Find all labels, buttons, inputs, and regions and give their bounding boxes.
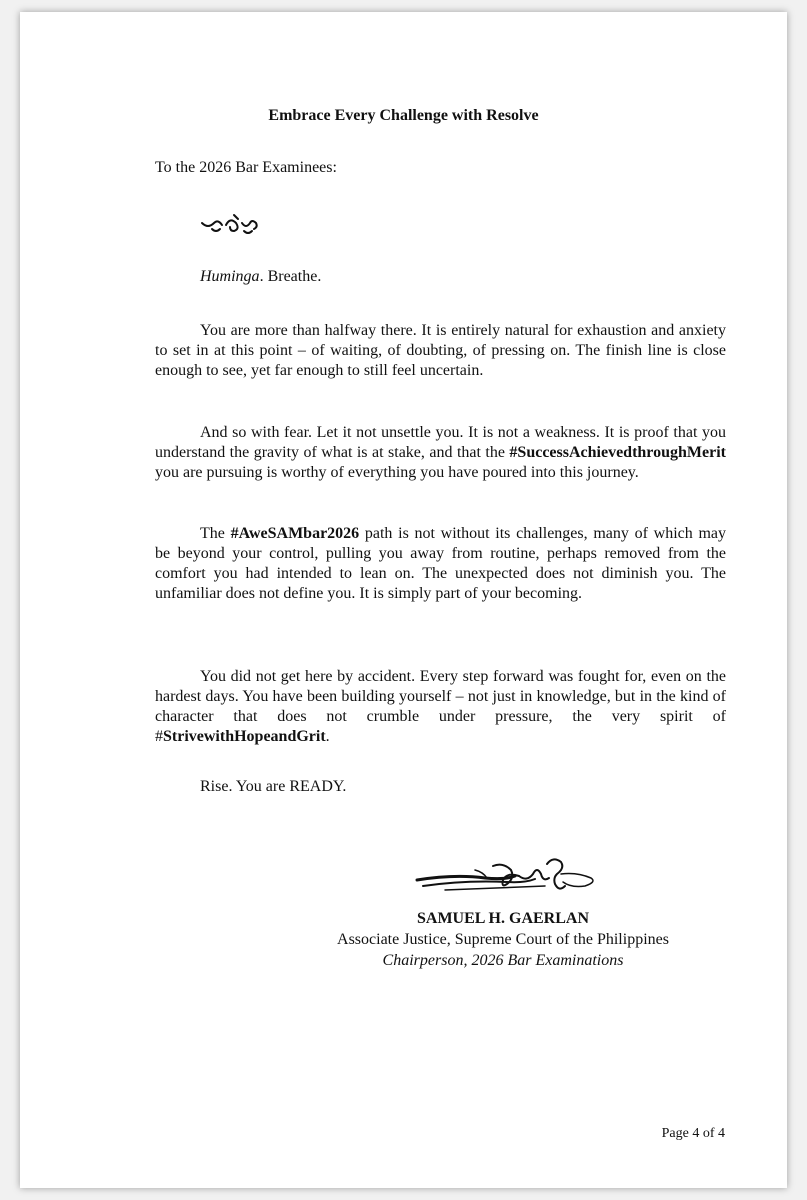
- hashtag-strive-with-hope-and-grit: StrivewithHopeandGrit: [163, 728, 326, 745]
- baybayin-script-glyph: [198, 209, 260, 239]
- hashtag-awesambar2026: #AweSAMbar2026: [230, 525, 360, 542]
- paragraph-4-text-b: .: [325, 728, 330, 745]
- paragraph-2-text-b: you are pursuing is worthy of everything you have poured into this journey.: [155, 464, 639, 481]
- signatory-name: SAMUEL H. GAERLAN: [416, 910, 590, 927]
- paragraph-3-text-b: path is not without its challenges, many of which may be beyond your control, pulling you away from routine, perhaps removed from the comfort you had intended to lean on. The unexpected does not diminish you. The unfamiliar does not define you. It is simply part of your becoming.: [155, 525, 727, 602]
- paragraph-2: [155, 423, 726, 483]
- signatory-role-secondary: Chairperson, 2026 Bar Examinations: [382, 952, 624, 969]
- paragraph-4-text-a: You did not get here by accident. Every step forward was fought for, even on the hardest days. You have been building yourself – not just in knowledge, but in the kind of character that does not crumble under pressure, the very spirit of #: [155, 668, 726, 745]
- handwritten-signature: [415, 852, 600, 902]
- breathe-line: [155, 267, 726, 287]
- breathe-italic-word: Huminga: [200, 268, 260, 285]
- document-page: [20, 12, 787, 1188]
- paragraph-3-text-a: The: [200, 525, 231, 542]
- hashtag-success-achieved-through-merit: #SuccessAchievedthroughMerit: [509, 444, 726, 461]
- closing-line: Rise. You are READY.: [200, 778, 347, 795]
- paragraph-4: [155, 667, 726, 747]
- paragraph-1: You are more than halfway there. It is entirely natural for exhaustion and anxiety to set in at this point – of waiting, of doubting, of pressing on. The finish line is close enough to see, yet far enough to still feel uncertain.: [155, 322, 726, 379]
- signatory-role-primary: Associate Justice, Supreme Court of the Philippines: [337, 931, 669, 948]
- page-number: Page 4 of 4: [661, 1126, 725, 1141]
- signatory-block: [320, 908, 686, 971]
- breathe-rest: . Breathe.: [259, 268, 322, 285]
- paragraph-2-text-a: And so with fear. Let it not unsettle you. It is not a weakness. It is proof that you understand the gravity of what is at stake, and that the: [155, 424, 726, 461]
- salutation: To the 2026 Bar Examinees:: [155, 159, 337, 176]
- paragraph-3: [155, 524, 726, 604]
- letter-title: Embrace Every Challenge with Resolve: [268, 107, 539, 124]
